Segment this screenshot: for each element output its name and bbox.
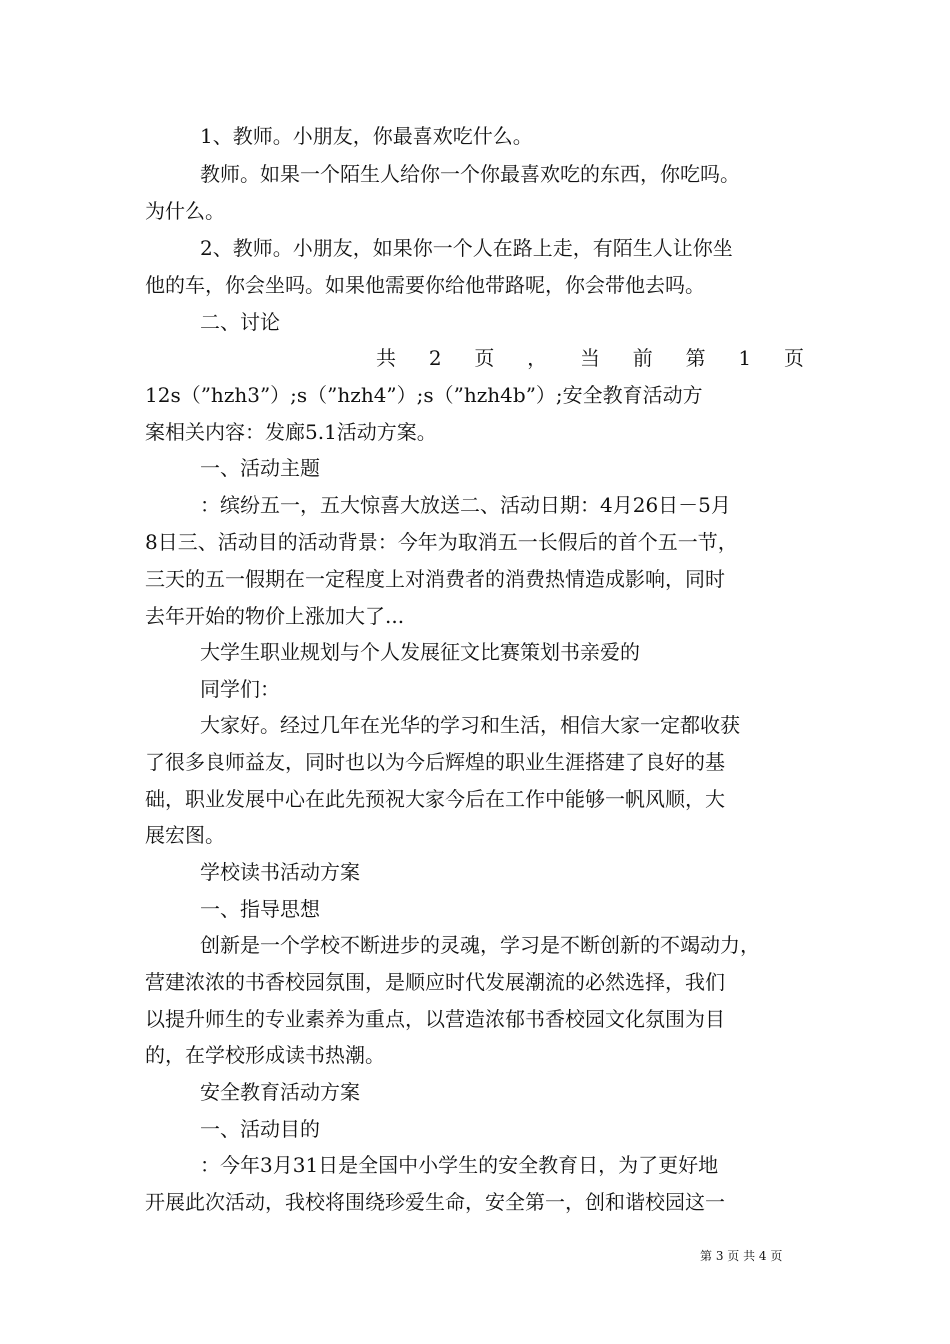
section-title: 大学生职业规划与个人发展征文比赛策划书亲爱的: [200, 640, 640, 664]
text-line: 营建浓浓的书香校园氛围，是顺应时代发展潮流的必然选择，我们: [145, 970, 725, 994]
page-counter: [376, 346, 804, 370]
text-line: 去年开始的物价上涨加大了...: [145, 604, 405, 628]
text-line: 同学们：: [200, 677, 280, 701]
page-counter-char: ，: [527, 346, 548, 370]
text-line: ：今年3月31日是全国中小学生的安全教育日，为了更好地: [200, 1153, 719, 1177]
text-line: 为什么。: [145, 199, 225, 223]
section-title: 安全教育活动方案: [200, 1080, 360, 1104]
page-counter-char: 当: [579, 346, 600, 370]
page-footer: 第 3 页 共 4 页: [700, 1249, 783, 1263]
text-line: 三天的五一假期在一定程度上对消费者的消费热情造成影响，同时: [145, 567, 725, 591]
page-counter-char: 1: [738, 346, 752, 370]
page-counter-char: 第: [685, 346, 706, 370]
page-counter-char: 页: [474, 346, 495, 370]
section-title: 学校读书活动方案: [200, 860, 360, 884]
section-heading: 一、指导思想: [200, 897, 320, 921]
text-line: 以提升师生的专业素养为重点，以营造浓郁书香校园文化氛围为目: [145, 1007, 725, 1031]
text-line: 8日三、活动目的活动背景：今年为取消五一长假后的首个五一节，: [145, 530, 738, 554]
text-line: 大家好。经过几年在光华的学习和生活，相信大家一定都收获: [200, 713, 740, 737]
text-line: 展宏图。: [145, 823, 225, 847]
text-line: 教师。如果一个陌生人给你一个你最喜欢吃的东西，你吃吗。: [200, 162, 740, 186]
text-line: 的，在学校形成读书热潮。: [145, 1043, 385, 1067]
page-counter-char: 页: [783, 346, 804, 370]
text-line: 他的车，你会坐吗。如果他需要你给他带路呢，你会带他去吗。: [145, 273, 705, 297]
text-line: 开展此次活动，我校将围绕珍爱生命，安全第一，创和谐校园这一: [145, 1190, 725, 1214]
text-line: 案相关内容：发廊5.1活动方案。: [145, 420, 437, 444]
page-counter-char: 2: [428, 346, 442, 370]
text-line: 1、教师。小朋友，你最喜欢吃什么。: [200, 124, 533, 148]
text-line: 了很多良师益友，同时也以为今后辉煌的职业生涯搭建了良好的基: [145, 750, 725, 774]
section-heading: 一、活动目的: [200, 1117, 320, 1141]
text-line: 础，职业发展中心在此先预祝大家今后在工作中能够一帆风顺，大: [145, 787, 725, 811]
page-counter-char: 共: [376, 346, 396, 370]
text-line: 创新是一个学校不断进步的灵魂，学习是不断创新的不竭动力，: [200, 933, 760, 957]
page-counter-char: 前: [632, 346, 653, 370]
section-heading: 一、活动主题: [200, 456, 320, 480]
text-line: 12s（”hzh3”）;s（”hzh4”）;s（”hzh4b”）;安全教育活动方: [145, 383, 703, 407]
text-line: ：缤纷五一，五大惊喜大放送二、活动日期：4月26日－5月: [200, 493, 731, 517]
section-heading: 二、讨论: [200, 310, 280, 334]
text-line: 2、教师。小朋友，如果你一个人在路上走，有陌生人让你坐: [200, 236, 733, 260]
